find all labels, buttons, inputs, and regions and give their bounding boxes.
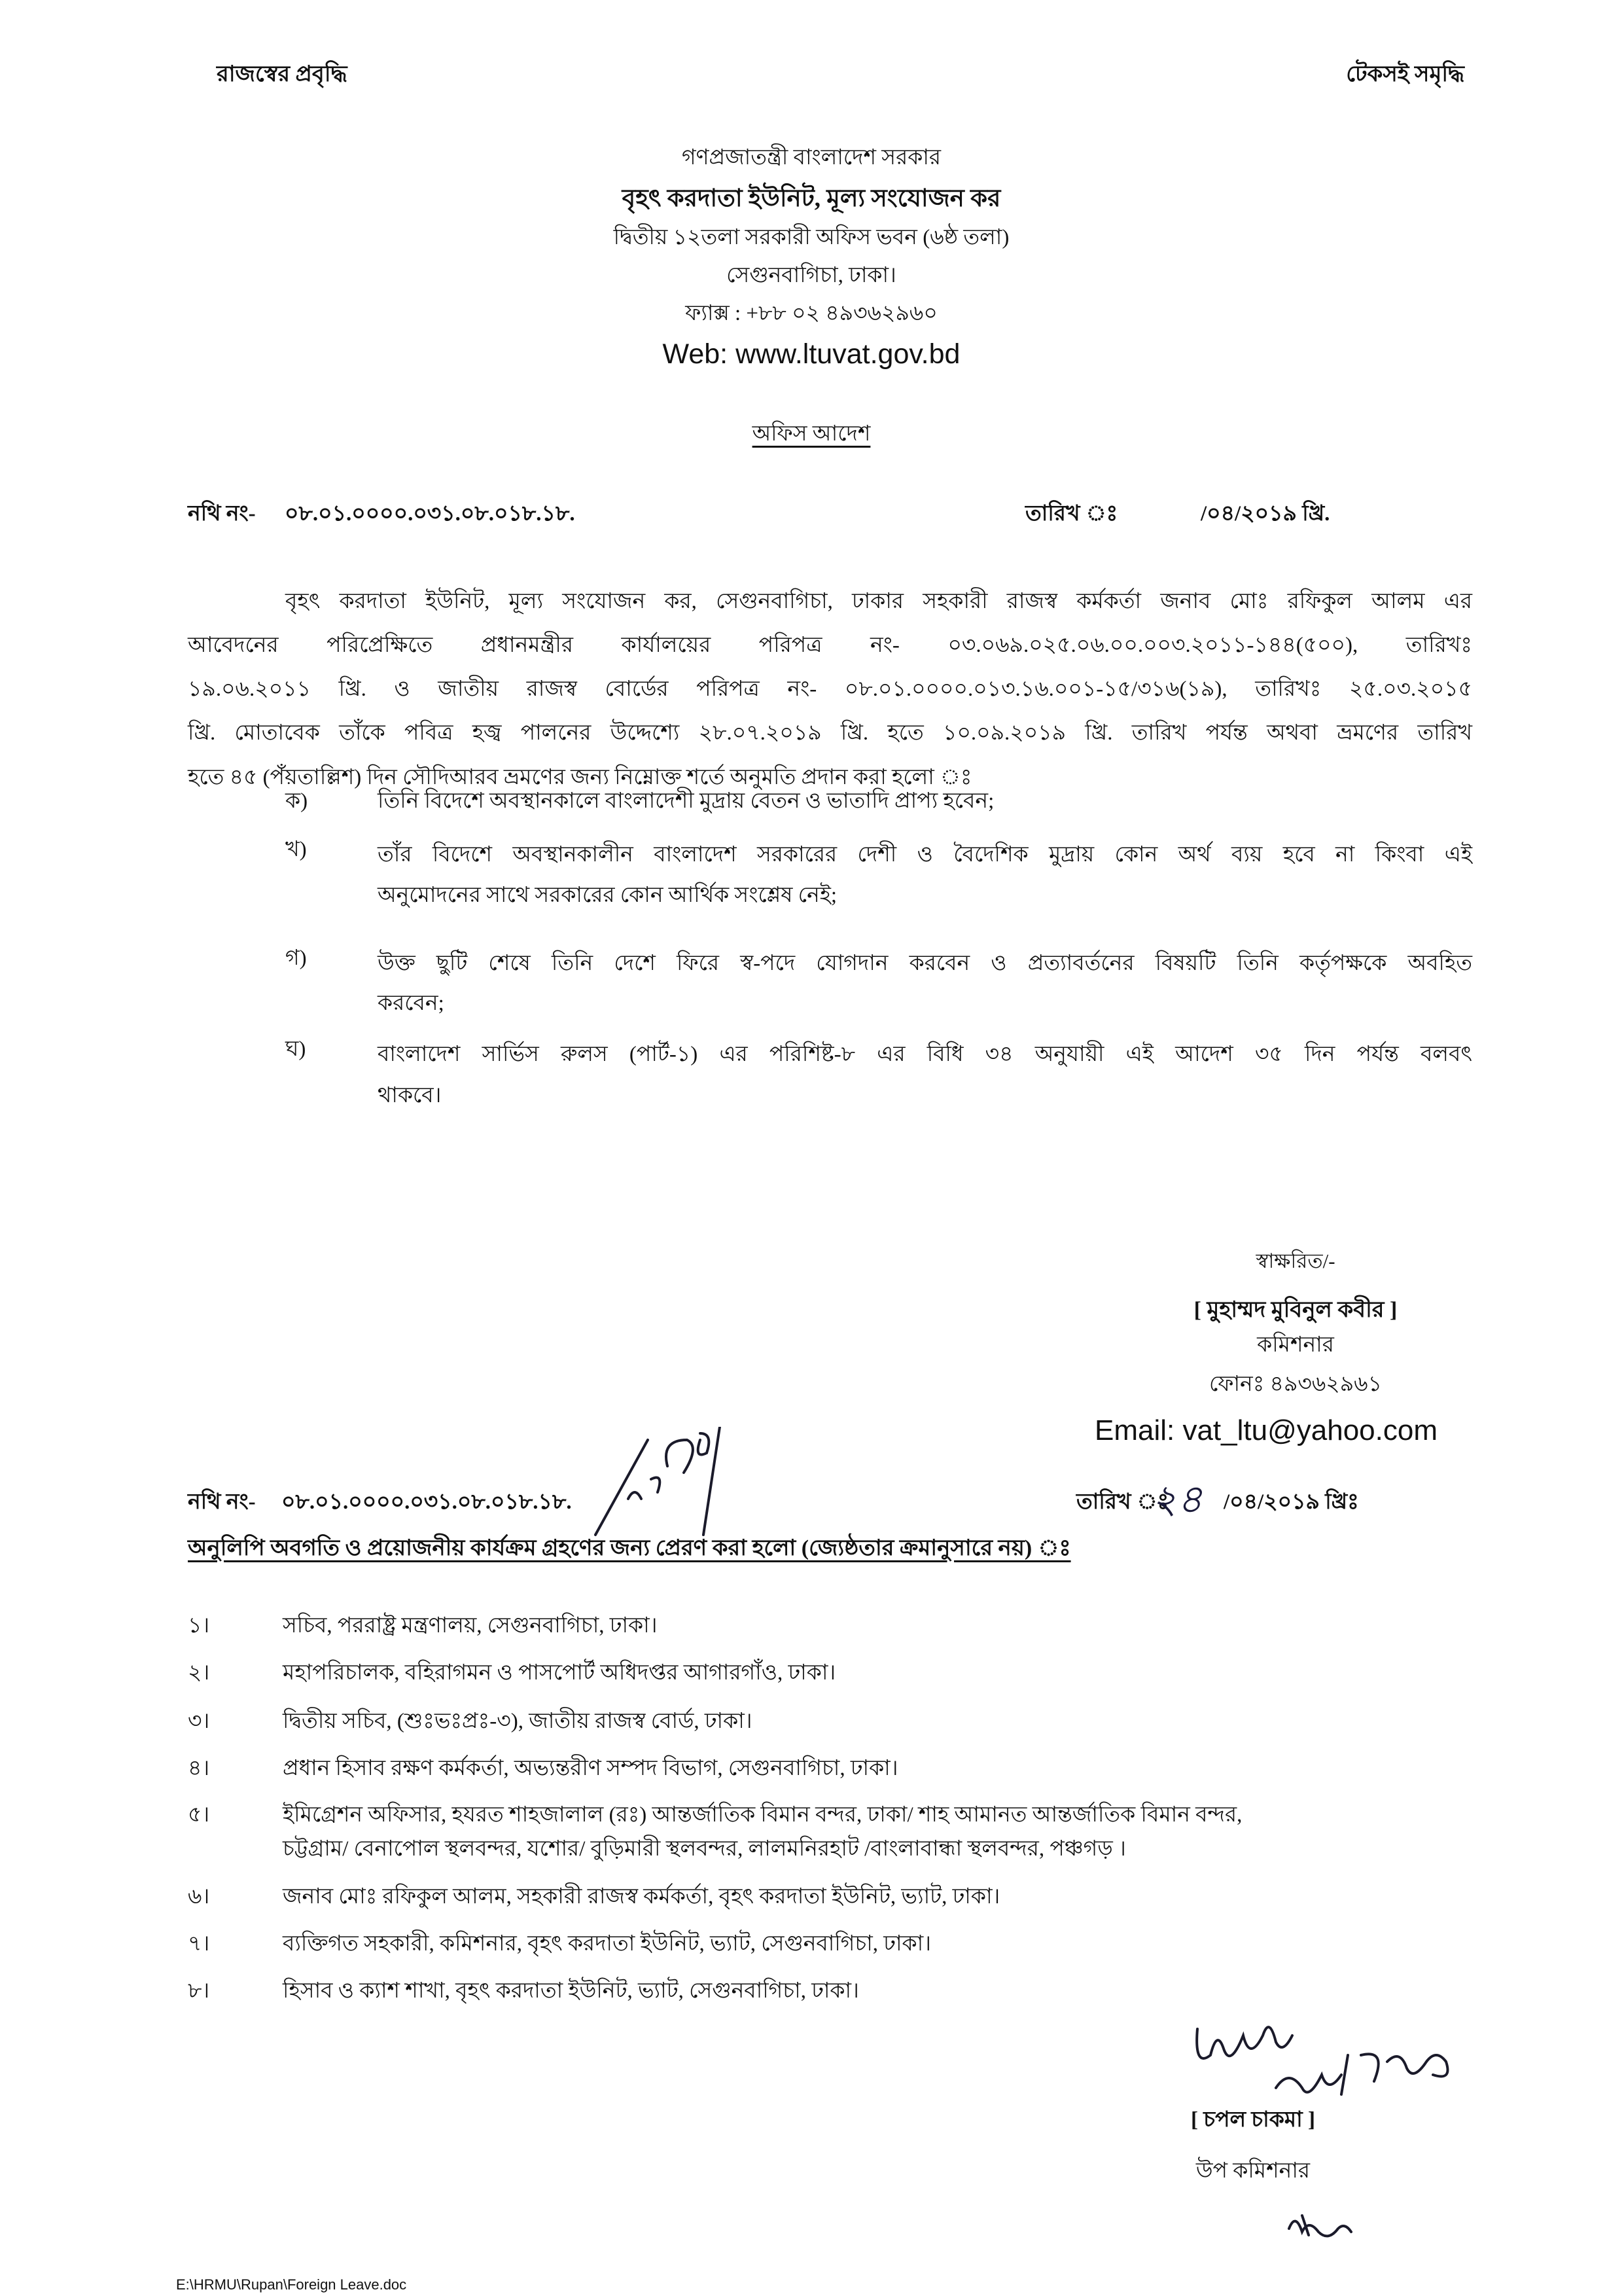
copy-number: ১।	[188, 1614, 210, 1638]
condition-text: তাঁর বিদেশে অবস্থানকালীন বাংলাদেশ সরকারের দেশী ও বৈদেশিক মুদ্রায় কোন অর্থ ব্যয় হবে না কিংবা এই	[378, 843, 1472, 867]
signed-mark: স্বাক্ষরিত/-	[1256, 1249, 1335, 1272]
copy-number: ৮।	[188, 1979, 210, 2003]
government-name: গণপ্রজাতন্ত্রী বাংলাদেশ সরকার	[681, 146, 942, 170]
copy-number: ৫।	[188, 1803, 210, 1827]
document-title: অফিস আদেশ	[752, 422, 871, 446]
office-location: সেগুনবাগিচা, ঢাকা।	[726, 264, 896, 287]
signatory-phone: ফোনঃ ৪৯৩৬২৯৬১	[1209, 1372, 1383, 1396]
right-slogan: টেকসই সমৃদ্ধি	[1346, 62, 1464, 86]
file-number-label: নথি নং-	[188, 1490, 256, 1514]
handwritten-day: ২৪	[1152, 1477, 1203, 1522]
handwritten-initials	[1282, 2209, 1354, 2242]
condition-label: ক)	[285, 789, 308, 813]
copy-recipient: দ্বিতীয় সচিব, (শুঃভঃপ্রঃ-৩), জাতীয় রাজস্ব বোর্ড, ঢাকা।	[283, 1710, 752, 1733]
copy-number: ২।	[188, 1661, 210, 1685]
body-line: হতে ৪৫ (পঁয়তাল্লিশ) দিন সৌদিআরব ভ্রমণের জন্য নিম্নোক্ত শর্তে অনুমতি প্রদান করা হলো ঃ	[188, 766, 972, 789]
office-building: দ্বিতীয় ১২তলা সরকারী অফিস ভবন (৬ষ্ঠ তলা)	[613, 226, 1010, 249]
deputy-designation: উপ কমিশনার	[1195, 2159, 1311, 2183]
condition-text: অনুমোদনের সাথে সরকারের কোন আর্থিক সংশ্লেষ নেই;	[378, 884, 838, 907]
body-line: বৃহৎ করদাতা ইউনিট, মূল্য সংযোজন কর, সেগুনবাগিচা, ঢাকার সহকারী রাজস্ব কর্মকর্তা জনাব মোঃ রফিকুল আলম এর	[285, 590, 1472, 613]
file-number: ০৮.০১.০০০০.০৩১.০৮.০১৮.১৮.	[281, 1490, 572, 1514]
condition-text: উক্ত ছুটি শেষে তিনি দেশে ফিরে স্ব-পদে যোগদান করবেন ও প্রত্যাবর্তনের বিষয়টি তিনি কর্তৃপক্ষকে অবহিত	[378, 952, 1472, 975]
copy-recipient: জনাব মোঃ রফিকুল আলম, সহকারী রাজস্ব কর্মকর্তা, বৃহৎ করদাতা ইউনিট, ভ্যাট, ঢাকা।	[283, 1885, 1000, 1909]
office-name: বৃহৎ করদাতা ইউনিট, মূল্য সংযোজন কর	[622, 185, 1001, 212]
condition-label: ঘ)	[285, 1037, 306, 1061]
copy-recipient: প্রধান হিসাব রক্ষণ কর্মকর্তা, অভ্যন্তরীণ সম্পদ বিভাগ, সেগুনবাগিচা, ঢাকা।	[283, 1757, 898, 1780]
date-label: তারিখ ঃ	[1025, 502, 1118, 526]
date-value: /০৪/২০১৯ খ্রি.	[1201, 502, 1330, 526]
signatory-email: Email: vat_ltu@yahoo.com	[1094, 1414, 1438, 1446]
body-line: খ্রি. মোতাবেক তাঁকে পবিত্র হজ্ব পালনের উদ্দেশ্যে ২৮.০৭.২০১৯ খ্রি. হতে ১০.০৯.২০১৯ খ্রি. তারিখ পর্যন্ত অথবা ভ্রমণের তারিখ	[188, 721, 1472, 745]
copy-recipient: সচিব, পররাষ্ট্র মন্ত্রণালয়, সেগুনবাগিচা, ঢাকা।	[283, 1614, 658, 1638]
deputy-name: [ চপল চাকমা ]	[1191, 2108, 1315, 2132]
copy-recipient: ইমিগ্রেশন অফিসার, হযরত শাহজালাল (রঃ) আন্তর্জাতিক বিমান বন্দর, ঢাকা/ শাহ আমানত আন্তর্জাতিক বিমান বন্দর,	[283, 1803, 1243, 1827]
file-number: ০৮.০১.০০০০.০৩১.০৮.০১৮.১৮.	[285, 502, 575, 526]
copy-recipient: হিসাব ও ক্যাশ শাখা, বৃহৎ করদাতা ইউনিট, ভ্যাট, সেগুনবাগিচা, ঢাকা।	[283, 1979, 859, 2003]
copy-number: ৩।	[188, 1710, 210, 1733]
condition-text: বাংলাদেশ সার্ভিস রুলস (পার্ট-১) এর পরিশিষ্ট-৮ এর বিধি ৩৪ অনুযায়ী এই আদেশ ৩৫ দিন পর্যন্ত বলবৎ	[378, 1043, 1472, 1066]
signatory-designation: কমিশনার	[1257, 1333, 1334, 1357]
copy-number: ৭।	[188, 1932, 210, 1956]
copy-number: ৪।	[188, 1757, 210, 1780]
website: Web: www.ltuvat.gov.bd	[662, 338, 961, 370]
file-number-label: নথি নং-	[188, 502, 256, 526]
condition-label: খ)	[285, 838, 307, 861]
copy-list-header: অনুলিপি অবগতি ও প্রয়োজনীয় কার্যক্রম গ্রহণের জন্য প্রেরণ করা হলো (জ্যেষ্ঠতার ক্রমানুসারে নয়) ঃ	[188, 1536, 1071, 1560]
signatory-name: [ মুহাম্মদ মুবিনুল কবীর ]	[1193, 1298, 1398, 1322]
condition-text: থাকবে।	[378, 1084, 442, 1107]
copy-number: ৬।	[188, 1885, 210, 1909]
copy-recipient: ব্যক্তিগত সহকারী, কমিশনার, বৃহৎ করদাতা ইউনিট, ভ্যাট, সেগুনবাগিচা, ঢাকা।	[283, 1932, 931, 1956]
left-slogan: রাজস্বের প্রবৃদ্ধি	[217, 62, 347, 86]
handwritten-dispatch-note	[589, 1427, 733, 1538]
body-line: আবেদনের পরিপ্রেক্ষিতে প্রধানমন্ত্রীর কার্যালয়ের পরিপত্র নং- ০৩.০৬৯.০২৫.০৬.০০.০০৩.২০১১-১৪৪(৫০০), তারিখঃ	[188, 634, 1472, 657]
condition-text: করবেন;	[378, 992, 444, 1015]
copy-recipient: চট্টগ্রাম/ বেনাপোল স্থলবন্দর, যশোর/ বুড়িমারী স্থলবন্দর, লালমনিরহাট /বাংলাবান্ধা স্থলবন্দর, পঞ্চগড় ।	[283, 1837, 1126, 1861]
fax-number: ফ্যাক্স : +৮৮ ০২ ৪৯৩৬২৯৬০	[685, 302, 938, 325]
copy-recipient: মহাপরিচালক, বহিরাগমন ও পাসপোর্ট অধিদপ্তর আগারগাঁও, ঢাকা।	[283, 1661, 836, 1685]
file-path: E:\HRMU\Rupan\Foreign Leave.doc	[176, 2276, 407, 2293]
body-line: ১৯.০৬.২০১১ খ্রি. ও জাতীয় রাজস্ব বোর্ডের পরিপত্র নং- ০৮.০১.০০০০.০১৩.১৬.০০১-১৫/৩১৬(১৯), তারিখঃ ২৫.০৩.২০১৫	[188, 677, 1472, 701]
condition-text: তিনি বিদেশে অবস্থানকালে বাংলাদেশী মুদ্রায় বেতন ও ভাতাদি প্রাপ্য হবেন;	[378, 789, 995, 813]
date-value: /০৪/২০১৯ খ্রিঃ	[1224, 1490, 1359, 1514]
condition-label: গ)	[285, 946, 307, 970]
handwritten-signature	[1191, 2016, 1466, 2114]
date-label: তারিখ ঃ	[1076, 1490, 1169, 1514]
